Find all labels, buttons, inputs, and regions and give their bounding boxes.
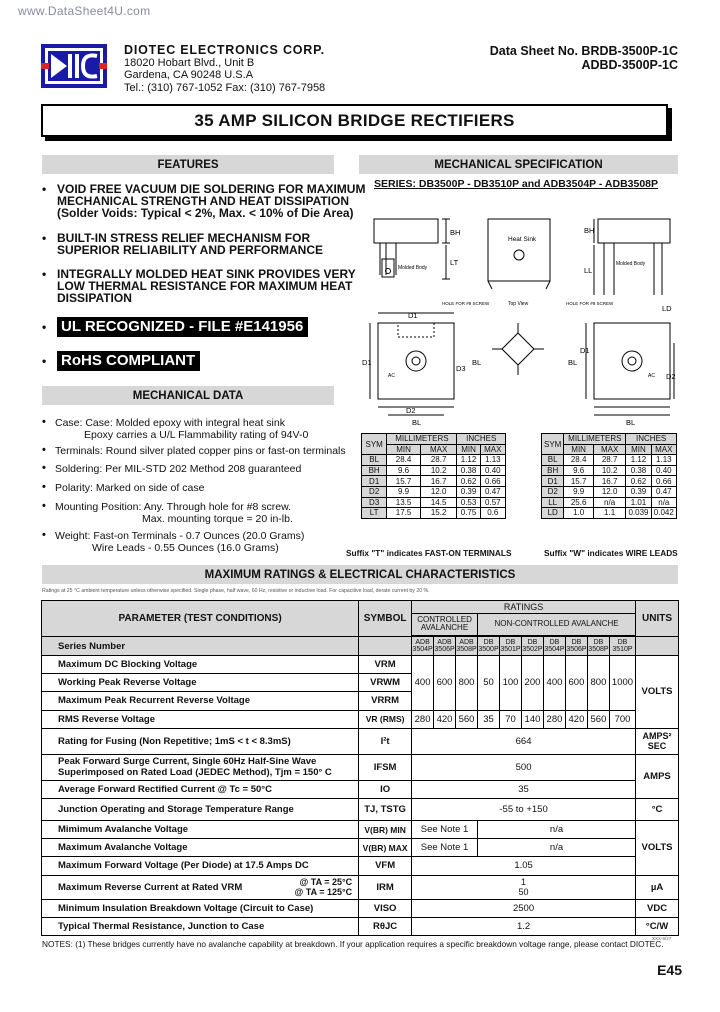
company-name: DIOTEC ELECTRONICS CORP. [124, 43, 325, 57]
feature-text-2: BUILT-IN STRESS RELIEF MECHANISM FOR SUPERIOR RELIABILITY AND PERFORMANCE [57, 231, 324, 258]
dim-cell: BL [542, 455, 564, 466]
ratings-heading: MAXIMUM RATINGS & ELECTRICAL CHARACTERISTICS [42, 565, 678, 584]
page-number: E45 [657, 962, 682, 978]
dim-cell: D2 [362, 486, 387, 497]
dim-left-row [362, 508, 506, 519]
dim-cell: 0.40 [651, 465, 676, 476]
feature-text-1: VOID FREE VACUUM DIE SOLDERING FOR MAXIMUM MECHANICAL STRENGTH AND HEAT DISSIPATION (Solder Voids: Typical < 2%, Max. < 10% of Die Area) [57, 182, 366, 221]
label-d3: D3 [456, 364, 466, 373]
label-top-view: Top View [508, 301, 529, 307]
dim-cell: 0.39 [626, 486, 651, 497]
dim-right-h-in: INCHES [626, 434, 677, 445]
md-terminals-text: Terminals: Round silver plated copper pins or fast-on terminals [55, 445, 346, 457]
label-d2-left: D2 [406, 406, 416, 415]
rohs-text: RoHS COMPLIANT [57, 351, 200, 371]
label-d1-right: D1 [580, 346, 590, 355]
dim-cell: 9.6 [387, 465, 420, 476]
vrm-symbol: VRM [359, 656, 412, 674]
controlled-avalanche-header: CONTROLLED AVALANCHE [412, 614, 478, 636]
dim-cell: 1.13 [480, 455, 505, 466]
rjc-symbol: RθJC [359, 917, 412, 935]
irm-param [42, 875, 359, 899]
label-bl-right-bottom: BL [626, 418, 636, 427]
dim-right-row [542, 455, 677, 466]
dim-cell: 1.12 [457, 455, 480, 466]
document-title: 35 AMP SILICON BRIDGE RECTIFIERS [41, 104, 668, 137]
ratings-condition-note: Ratings at 25 °C ambient temperature unless otherwise specified. Single phase, half wave, 60 Hz, resistive or inductive load. For capacitive load, derate current by 20 %. [42, 588, 430, 594]
dim-left-row [362, 455, 506, 466]
dim-left-h-min-mm: MIN [387, 444, 420, 455]
vrwm-value: 400 [543, 656, 565, 711]
dim-cell: 28.7 [420, 455, 457, 466]
vbrmax-symbol: V(BR) MAX [359, 839, 412, 857]
dim-cell: 10.2 [420, 465, 457, 476]
dim-cell: 0.042 [651, 508, 676, 519]
label-bl-right: BL [568, 358, 578, 367]
doc-code: XXX-8/27 [652, 936, 672, 941]
viso-symbol: VISO [359, 899, 412, 917]
dim-cell: BH [362, 465, 387, 476]
dim-cell: 15.7 [564, 476, 594, 487]
ifsm-value: 500 [412, 754, 636, 780]
label-bl-left: BL [472, 358, 482, 367]
vbrmax-param: Maximum Avalanche Voltage [42, 839, 359, 857]
mechanical-data-heading: MECHANICAL DATA [42, 386, 334, 405]
vrwm-param: Working Peak Reverse Voltage [42, 674, 359, 692]
label-ll: LL [584, 266, 593, 275]
vfm-symbol: VFM [359, 857, 412, 875]
vfm-param: Maximum Forward Voltage (Per Diode) at 17.5 Amps DC [42, 857, 359, 875]
dim-cell: 0.66 [480, 476, 505, 487]
dim-cell: 0.039 [626, 508, 651, 519]
ratings-header: RATINGS [412, 601, 636, 614]
dim-cell: 12.0 [593, 486, 625, 497]
dim-left-h-max-mm: MAX [420, 444, 457, 455]
vrms-value: 700 [609, 710, 635, 728]
ul-badge: • UL RECOGNIZED - FILE #E141956 [42, 317, 308, 337]
dim-cell: 0.62 [626, 476, 651, 487]
dim-left-h-sym: SYM [362, 434, 387, 455]
volts-unit: VOLTS [636, 656, 679, 729]
vrms-param: RMS Reverse Voltage [42, 710, 359, 728]
dim-cell: 14.5 [420, 497, 457, 508]
label-bh-right: BH [584, 226, 595, 235]
vrwm-value: 1000 [609, 656, 635, 711]
md-case-text-2: Epoxy carries a U/L Flammability rating of 94V-0 [84, 428, 309, 441]
rjc-unit: °C/W [636, 917, 679, 935]
vbrmin-symbol: V(BR) MIN [359, 820, 412, 838]
company-address-1: 18020 Hobart Blvd., Unit B [124, 56, 255, 69]
dim-cell: LT [362, 508, 387, 519]
md-weight: • Weight: Fast-on Terminals - 0.7 Ounces (20.0 Grams) Wire Leads - 0.55 Ounces (16.0 Grams) [42, 531, 362, 554]
label-molded-body-right: Molded Body [616, 261, 646, 267]
md-polarity: • Polarity: Marked on side of case [42, 483, 362, 495]
i2t-symbol: I²t [359, 728, 412, 754]
series-cell: DB 3502P [521, 637, 543, 656]
dim-right-h-min-mm: MIN [564, 444, 594, 455]
label-bh-left: BH [450, 228, 461, 237]
label-lt: LT [450, 258, 459, 267]
rohs-badge: • RoHS COMPLIANT [42, 351, 200, 371]
vrms-symbol: VR (RMS) [359, 710, 412, 728]
md-torque-text: Max. mounting torque = 20 in-lb. [142, 512, 293, 525]
irm-values [412, 875, 636, 899]
dim-cell: 1.13 [651, 455, 676, 466]
datasheet-number [490, 44, 678, 72]
dim-cell: 0.38 [626, 465, 651, 476]
dim-cell: D1 [362, 476, 387, 487]
md-soldering: • Soldering: Per MIL-STD 202 Method 208 guaranteed [42, 464, 362, 476]
vrwm-value: 800 [587, 656, 609, 711]
vbrmax-note: See Note 1 [412, 839, 478, 857]
irm-conditions [295, 877, 353, 897]
dim-cell: 28.7 [593, 455, 625, 466]
series-cell: DB 3506P [565, 637, 587, 656]
series-cell: DB 3510P [609, 637, 635, 656]
tj-param: Junction Operating and Storage Temperature Range [42, 798, 359, 820]
dim-right-h-min-in: MIN [626, 444, 651, 455]
series-unit-cell [636, 637, 679, 656]
i2t-value: 664 [412, 728, 636, 754]
rjc-value: 1.2 [412, 917, 636, 935]
dim-cell: 28.4 [564, 455, 594, 466]
dim-right-row [542, 476, 677, 487]
ul-recognized-text: UL RECOGNIZED - FILE #E141956 [57, 317, 308, 337]
vrwm-value: 400 [412, 656, 434, 711]
irm-param-text: Maximum Reverse Current at Rated VRM [58, 881, 243, 893]
dim-left-h-in: INCHES [457, 434, 506, 445]
dimension-table-right [541, 433, 677, 519]
dim-cell: BL [362, 455, 387, 466]
label-d1-side: D1 [362, 358, 372, 367]
io-param: Average Forward Rectified Current @ Tc = 50°C [42, 780, 359, 798]
series-line: SERIES: DB3500P - DB3510P and ADB3504P - ADB3508P [374, 178, 659, 190]
dim-cell: 16.7 [420, 476, 457, 487]
vrms-value: 420 [565, 710, 587, 728]
io-value: 35 [412, 780, 636, 798]
dim-cell: n/a [593, 497, 625, 508]
label-ld: LD [662, 304, 672, 313]
param-header: PARAMETER (TEST CONDITIONS) [42, 601, 359, 637]
label-ac-left: AC [388, 373, 395, 379]
irm-value-25: 1 [521, 877, 527, 887]
series-cell: ADB 3506P [434, 637, 456, 656]
dim-cell: 0.39 [457, 486, 480, 497]
series-cell: ADB 3508P [456, 637, 478, 656]
dim-cell: 0.75 [457, 508, 480, 519]
dim-cell: 1.1 [593, 508, 625, 519]
features-heading: FEATURES [42, 155, 334, 174]
dim-cell: 25.6 [564, 497, 594, 508]
md-weight-text-2: Wire Leads - 0.55 Ounces (16.0 Grams) [92, 541, 279, 554]
rjc-param: Typical Thermal Resistance, Junction to Case [42, 917, 359, 935]
volts-unit-2: VOLTS [636, 820, 679, 875]
dim-cell: n/a [651, 497, 676, 508]
amps-unit: AMPS [636, 754, 679, 798]
label-d1-top: D1 [408, 311, 418, 320]
datasheet-line-1: Data Sheet No. BRDB-3500P-1C [489, 44, 678, 58]
dim-left-row [362, 486, 506, 497]
dim-cell: 0.57 [480, 497, 505, 508]
label-heat-sink: Heat Sink [508, 236, 537, 243]
dim-cell: 12.0 [420, 486, 457, 497]
ifsm-param-line-2: Superimposed on Rated Load (JEDEC Method), Tjm = 150° C [58, 767, 332, 779]
dim-cell: 0.66 [651, 476, 676, 487]
ifsm-symbol: IFSM [359, 754, 412, 780]
i2t-unit: AMPS² SEC [636, 728, 679, 754]
company-address-2: Gardena, CA 90248 U.S.A [124, 69, 254, 81]
dim-cell: 1.01 [626, 497, 651, 508]
dim-cell: LL [542, 497, 564, 508]
vrm-param: Maximum DC Blocking Voltage [42, 656, 359, 674]
vrms-value: 280 [543, 710, 565, 728]
vrwm-value: 200 [521, 656, 543, 711]
label-ac-right: AC [648, 373, 655, 379]
vrms-value: 560 [587, 710, 609, 728]
vrwm-value: 50 [478, 656, 500, 711]
dim-left-row [362, 476, 506, 487]
dim-cell: 0.62 [457, 476, 480, 487]
viso-param: Minimum Insulation Breakdown Voltage (Circuit to Case) [42, 899, 359, 917]
dim-right-row [542, 508, 677, 519]
units-header: UNITS [636, 601, 679, 637]
feature-item-2: • BUILT-IN STRESS RELIEF MECHANISM FOR SUPERIOR RELIABILITY AND PERFORMANCE [42, 232, 372, 256]
irm-value-125: 50 [518, 887, 529, 897]
irm-symbol: IRM [359, 875, 412, 899]
dim-cell: 1.12 [626, 455, 651, 466]
dim-cell: 9.6 [564, 465, 594, 476]
md-mounting: • Mounting Position: Any. Through hole for #8 screw. Max. mounting torque = 20 in-lb. [42, 502, 362, 525]
vfm-value: 1.05 [412, 857, 636, 875]
vrms-value: 420 [434, 710, 456, 728]
dim-cell: 0.38 [457, 465, 480, 476]
vbrmin-note: See Note 1 [412, 820, 478, 838]
md-mounting-text: Mounting Position: Any. Through hole for #8 screw. [55, 501, 291, 513]
md-case-text: Case: Case: Molded epoxy with integral heat sink [55, 417, 285, 429]
dim-right-row [542, 486, 677, 497]
footnote: NOTES: (1) These bridges currently have no avalanche capability at breakdown. If your application requires a specific breakdown voltage range, please contact DIOTEC. [42, 939, 664, 949]
tj-unit: °C [636, 798, 679, 820]
series-number-label: Series Number [42, 637, 359, 656]
suffix-t-note: Suffix "T" indicates FAST-ON TERMINALS [346, 548, 512, 558]
noncontrolled-avalanche-header: NON-CONTROLLED AVALANCHE [478, 614, 636, 636]
label-hole-right: HOLE FOR #8 SCREW [566, 301, 614, 306]
series-cell: ADB 3504P [412, 637, 434, 656]
ifsm-param-line-1: Peak Forward Surge Current, Single 60Hz Half-Sine Wave [58, 756, 317, 768]
series-cell: DB 3501P [500, 637, 522, 656]
dim-cell: 0.6 [480, 508, 505, 519]
vrms-value: 280 [412, 710, 434, 728]
series-cell: DB 3508P [587, 637, 609, 656]
dim-right-h-max-in: MAX [651, 444, 676, 455]
dim-cell: D2 [542, 486, 564, 497]
feature-text-3: INTEGRALLY MOLDED HEAT SINK PROVIDES VERY LOW THERMAL RESISTANCE FOR MAXIMUM HEAT DISSIPATION [57, 267, 356, 306]
vrwm-symbol: VRWM [359, 674, 412, 692]
dim-left-row [362, 465, 506, 476]
dim-cell: LD [542, 508, 564, 519]
dim-cell: D3 [362, 497, 387, 508]
dim-cell: 0.47 [651, 486, 676, 497]
md-soldering-text: Soldering: Per MIL-STD 202 Method 208 guaranteed [55, 463, 302, 475]
dim-cell: 28.4 [387, 455, 420, 466]
dim-cell: 0.40 [480, 465, 505, 476]
dim-cell: 10.2 [593, 465, 625, 476]
datasheet-line-2: ADBD-3500P-1C [581, 58, 678, 72]
tj-value: -55 to +150 [412, 798, 636, 820]
company-phone: Tel.: (310) 767-1052 Fax: (310) 767-7958 [124, 81, 326, 94]
series-cell: DB 3500P [478, 637, 500, 656]
dim-right-h-mm: MILLIMETERS [564, 434, 626, 445]
dim-left-h-mm: MILLIMETERS [387, 434, 457, 445]
md-polarity-text: Polarity: Marked on side of case [55, 482, 205, 494]
vbrmin-value: n/a [478, 820, 636, 838]
dim-cell: 0.47 [480, 486, 505, 497]
irm-cond-25: @ TA = 25°C [299, 876, 353, 887]
label-bl-bottom: BL [412, 418, 422, 427]
vbrmax-value: n/a [478, 839, 636, 857]
label-hole-left: HOLE FOR #8 SCREW [442, 301, 490, 306]
dim-cell: BH [542, 465, 564, 476]
company-block [124, 44, 325, 94]
dim-cell: 15.2 [420, 508, 457, 519]
vrms-value: 35 [478, 710, 500, 728]
vrrm-symbol: VRRM [359, 692, 412, 710]
package-drawing [358, 193, 678, 428]
irm-cond-125: @ TA = 125°C [294, 886, 353, 897]
dim-cell: 1.0 [564, 508, 594, 519]
feature-item-3: • INTEGRALLY MOLDED HEAT SINK PROVIDES VERY LOW THERMAL RESISTANCE FOR MAXIMUM HEAT DISSIPATION [42, 268, 372, 305]
vrwm-value: 600 [565, 656, 587, 711]
dim-right-row [542, 465, 677, 476]
symbol-header: SYMBOL [359, 601, 412, 637]
viso-value: 2500 [412, 899, 636, 917]
vrwm-value: 600 [434, 656, 456, 711]
md-case: • Case: Case: Molded epoxy with integral heat sink Epoxy carries a U/L Flammability rating of 94V-0 [42, 418, 362, 441]
dim-cell: 0.53 [457, 497, 480, 508]
md-weight-text: Weight: Fast-on Terminals - 0.7 Ounces (20.0 Grams) [55, 530, 305, 542]
dim-cell: 13.5 [387, 497, 420, 508]
dim-left-h-max-in: MAX [480, 444, 505, 455]
dim-right-row [542, 497, 677, 508]
viso-unit: VDC [636, 899, 679, 917]
dim-cell: 9.9 [564, 486, 594, 497]
dim-cell: 9.9 [387, 486, 420, 497]
io-symbol: IO [359, 780, 412, 798]
feature-item-1: • VOID FREE VACUUM DIE SOLDERING FOR MAXIMUM MECHANICAL STRENGTH AND HEAT DISSIPATION (Solder Voids: Typical < 2%, Max. < 10% of Die Area) [42, 183, 372, 220]
ifsm-param [42, 754, 359, 780]
vrrm-param: Maximum Peak Recurrent Reverse Voltage [42, 692, 359, 710]
series-symbol-cell [359, 637, 412, 656]
vrms-value: 140 [521, 710, 543, 728]
ratings-table [41, 600, 679, 936]
dim-right-h-max-mm: MAX [593, 444, 625, 455]
dim-cell: 16.7 [593, 476, 625, 487]
irm-unit: µA [636, 875, 679, 899]
vrms-value: 70 [500, 710, 522, 728]
vrwm-value: 800 [456, 656, 478, 711]
vbrmin-param: Mimimum Avalanche Voltage [42, 820, 359, 838]
dim-cell: D1 [542, 476, 564, 487]
dim-cell: 15.7 [387, 476, 420, 487]
series-cell: DB 3504P [543, 637, 565, 656]
dim-cell: 17.5 [387, 508, 420, 519]
dim-left-row [362, 497, 506, 508]
vrwm-value: 100 [500, 656, 522, 711]
tj-symbol: TJ, TSTG [359, 798, 412, 820]
i2t-param: Rating for Fusing (Non Repetitive; 1mS < t < 8.3mS) [42, 728, 359, 754]
watermark: www.DataSheet4U.com [18, 4, 151, 18]
mech-spec-heading: MECHANICAL SPECIFICATION [359, 155, 678, 174]
diotec-logo [41, 44, 107, 88]
dimension-table-left [361, 433, 506, 519]
dim-right-h-sym: SYM [542, 434, 564, 455]
label-d2-right: D2 [666, 372, 676, 381]
label-molded-body-left: Molded Body [398, 265, 428, 271]
dim-left-h-min-in: MIN [457, 444, 480, 455]
md-terminals: • Terminals: Round silver plated copper pins or fast-on terminals [42, 446, 362, 458]
vrms-value: 560 [456, 710, 478, 728]
suffix-w-note: Suffix "W" indicates WIRE LEADS [544, 548, 678, 558]
